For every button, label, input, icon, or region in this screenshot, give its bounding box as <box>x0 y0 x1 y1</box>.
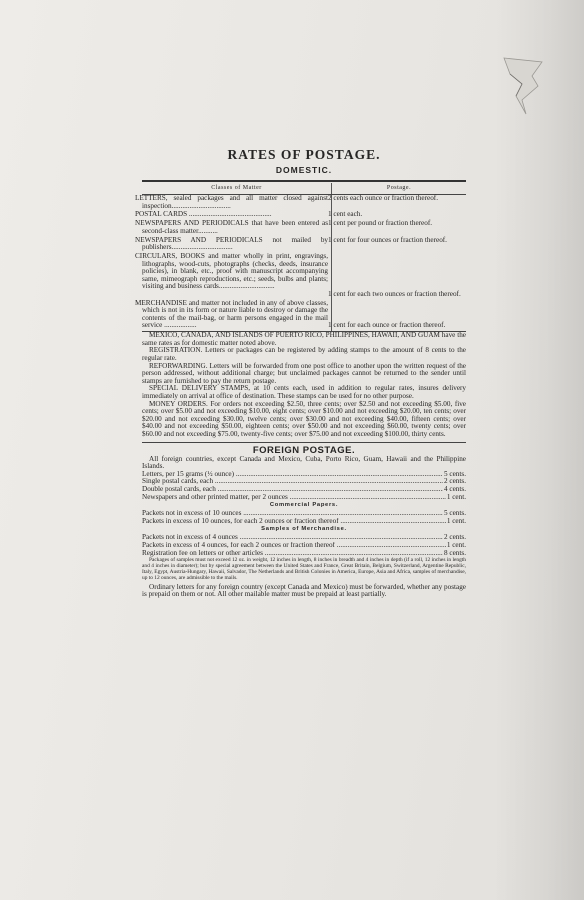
rate-row <box>142 518 466 526</box>
section-rule <box>142 442 466 443</box>
postage-cell <box>328 253 466 300</box>
rate-value: 2 cents. <box>444 477 466 486</box>
paragraph-lead: MONEY ORDERS. <box>149 399 208 408</box>
rate-row <box>142 550 466 558</box>
class-cell: LETTERS, sealed packages and all matter closed against inspection................................. <box>142 195 332 212</box>
paragraph-territories <box>142 332 466 347</box>
paragraph-text: Letters or packages can be registered by adding stamps to the amount of 8 cents to the regular rate. <box>142 346 466 363</box>
paragraph-reforwarding <box>142 363 466 386</box>
class-cell: CIRCULARS, BOOKS and matter wholly in print, engravings, lithographs, wood-cuts, photographs (checks, deeds, insurance policies), in blank, etc., proof with manuscript accompanying same, mimeograph reproductions, etc.; seeds, bulbs and plants; visiting and business cards............................... <box>142 253 332 300</box>
paragraph-lead: SPECIAL DELIVERY STAMPS, <box>149 384 251 393</box>
rate-label: Double postal cards, each ..... <box>142 486 443 494</box>
torn-corner <box>502 56 544 116</box>
foreign-intro: All foreign countries, except Canada and Mexico, Cuba, Porto Rico, Guam, Hawaii and the Philippine Islands. <box>142 454 466 471</box>
paragraph-text: have the same rates as for domestic matter noted above. <box>142 331 466 347</box>
closing-paragraph: Ordinary letters for any foreign country (except Canada and Mexico) must be forwarded, whether any postage is prepaid on them or not. All other mailable matter must be prepaid at least partially. <box>142 582 466 599</box>
rate-label: Packets not in excess of 4 ounces ..... <box>142 534 443 542</box>
paragraph-lead: REFORWARDING. <box>149 361 208 370</box>
col-header-postage: Postage. <box>332 183 466 195</box>
rate-row <box>142 542 466 550</box>
table-row <box>142 195 466 212</box>
rate-row <box>142 494 466 502</box>
postage-cell <box>328 300 466 332</box>
rate-row <box>142 471 466 479</box>
class-cell: POSTAL CARDS .............................................. <box>142 211 332 220</box>
rate-value: 1 cent. <box>446 540 466 549</box>
samples-heading: Samples of Merchandise. <box>261 526 347 533</box>
rate-value: 4 cents. <box>444 484 466 493</box>
rate-value: 5 cents. <box>444 469 466 478</box>
paragraph-registration <box>142 347 466 362</box>
rate-row <box>142 510 466 518</box>
table-row <box>142 253 466 300</box>
rate-label: Single postal cards, each ..... <box>142 478 443 486</box>
postage-cell: 1 cent each. <box>328 210 363 219</box>
paragraph-special-delivery <box>142 385 466 400</box>
rate-label: Packets in excess of 10 ounces, for each 2 ounces or fraction thereof ..... <box>142 518 446 526</box>
postage-cell-text: 1 cent for each two ounces or fraction thereof. <box>328 289 461 298</box>
commercial-papers-heading: Commercial Papers. <box>269 502 339 509</box>
table-row <box>142 237 466 253</box>
paragraph-lead: MEXICO, CANADA, AND ISLANDS OF PUERTO RICO, PHILIPPINES, HAWAII, AND GUAM <box>149 331 440 340</box>
rate-value: 5 cents. <box>444 509 466 518</box>
rate-label: Packets in excess of 4 ounces, for each 2 ounces or fraction thereof ..... <box>142 542 446 550</box>
rate-label: Newspapers and other printed matter, per 2 ounces ..... <box>142 494 446 502</box>
rate-row <box>142 534 466 542</box>
domestic-rates-table <box>135 183 466 331</box>
rate-value: 8 cents. <box>444 548 466 557</box>
domestic-subtitle: DOMESTIC. <box>275 165 333 175</box>
paragraph-text: For orders not exceeding $2.50, three cents; over $2.50 and not exceeding $5.00, five cents; over $5.00 and not exceeding $10.00, eight cents; over $10.00 and not exceeding $20.00, ten cents; over $20.00 and not exceeding $30.00, twelve cents; over $30.00 and not exceeding $40.00, fifteen cents; over $40.00 and not exceeding $50.00, eighteen cents; over $50.00 and not exceeding $60.00, twenty cents; over $60.00 and not exceeding $75.00, twenty-five cents; over $75.00 and not exceeding $100.00, thirty cents. <box>142 399 466 438</box>
paragraph-text: Letters will be forwarded from one post office to another upon the written request of the person addressed, without additional charge; but unclaimed packages cannot be returned to the sender until stamps are furnished to pay the return postage. <box>142 361 466 385</box>
paragraph-text: at 10 cents each, used in addition to regular rates, insures delivery immediately on arrival at office of destination. These stamps can be used for no other purpose. <box>142 384 466 400</box>
postage-cell: 1 cent for four ounces or fraction thereof. <box>328 235 447 244</box>
rate-value: 2 cents. <box>444 533 466 542</box>
page-edge-shadow <box>494 0 584 900</box>
samples-note: Packages of samples must not exceed 12 oz. in weight, 12 inches in length, 8 inches in breadth and 4 inches in depth (if a roll, 12 inches in length and 4 inches in diameter); but by special agreement between the United States and France, Great Britain, Belgium, Switzerland, Argentine Republic, Italy, Egypt, Austria-Hungary, Hawaii, Salvador, The Netherlands and British Colonies in America, Europe, Asia and Africa, samples of merchandise, up to 12 ounces, are admissible to the mails. <box>142 557 466 581</box>
rate-label: Packets not in excess of 10 ounces ..... <box>142 510 443 518</box>
title-rule <box>142 180 466 182</box>
rate-value: 1 cent. <box>446 492 466 501</box>
class-cell: NEWSPAPERS AND PERIODICALS that have been entered as second-class matter........... <box>142 220 332 236</box>
table-row <box>142 220 466 236</box>
paragraph-lead: REGISTRATION. <box>149 346 203 355</box>
foreign-title: FOREIGN POSTAGE. <box>252 444 356 456</box>
postage-cell: 1 cent per pound or fraction thereof. <box>328 219 433 228</box>
postage-cell: 2 cents each ounce or fraction thereof. <box>328 194 438 202</box>
col-header-classes: Classes of Matter <box>142 183 332 195</box>
rate-value: 1 cent. <box>446 516 466 525</box>
rate-label: Letters, per 15 grams (½ ounce) ..... <box>142 471 443 479</box>
rate-label: Registration fee on letters or other articles ..... <box>142 550 443 558</box>
postage-cell-text: 1 cent for each ounce or fraction thereof. <box>328 320 446 329</box>
rate-row <box>142 478 466 486</box>
paragraph-money-orders <box>142 401 466 439</box>
postage-rates-document <box>135 147 466 599</box>
page-title: RATES OF POSTAGE. <box>227 147 381 162</box>
class-cell: MERCHANDISE and matter not included in any of above classes, which is not in its form or nature liable to destroy or damage the contents of the mail-bag, or harm persons engaged in the mail service .................. <box>142 300 332 332</box>
class-cell: NEWSPAPERS AND PERIODICALS not mailed by publishers.................................. <box>142 237 332 253</box>
rate-row <box>142 486 466 494</box>
table-row <box>142 300 466 332</box>
